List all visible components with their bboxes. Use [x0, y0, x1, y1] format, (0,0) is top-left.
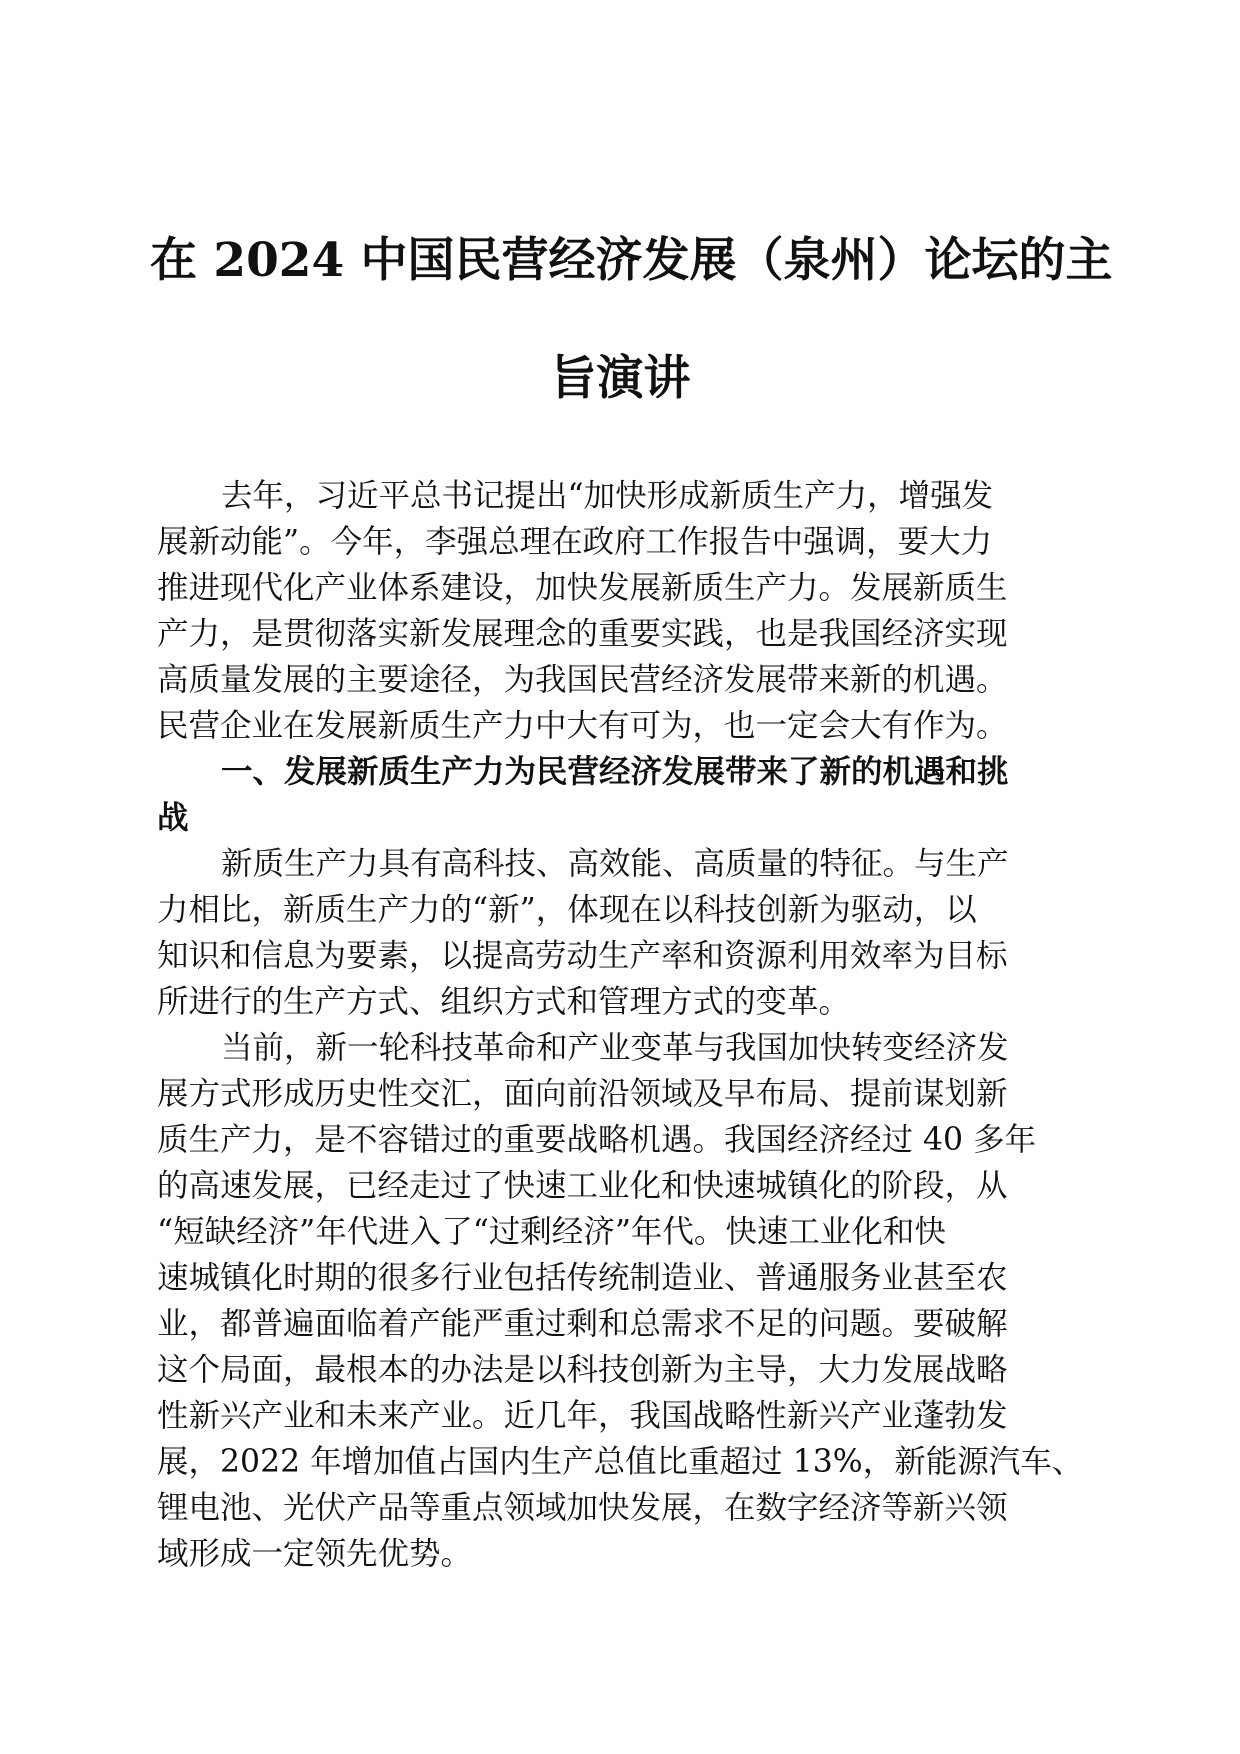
document-title-line-2: 旨演讲 [549, 351, 691, 406]
paragraph-3-line: 业，都普遍面临着产能严重过剩和总需求不足的问题。要破解 [157, 1306, 1008, 1342]
paragraph-3-line: 速城镇化时期的很多行业包括传统制造业、普通服务业甚至农 [157, 1260, 1008, 1296]
paragraph-3-line: 展方式形成历史性交汇，面向前沿领域及早布局、提前谋划新 [157, 1076, 1008, 1112]
paragraph-1-line: 去年，习近平总书记提出“加快形成新质生产力，增强发 [221, 478, 994, 514]
paragraph-3-line: 锂电池、光伏产品等重点领域加快发展，在数字经济等新兴领 [157, 1490, 1008, 1526]
paragraph-3-line: 性新兴产业和未来产业。近几年，我国战略性新兴产业蓬勃发 [157, 1398, 1008, 1434]
paragraph-3-line: “短缺经济”年代进入了“过剩经济”年代。快速工业化和快 [157, 1214, 946, 1250]
section-heading-line: 一、发展新质生产力为民营经济发展带来了新的机遇和挑 [221, 754, 1009, 790]
paragraph-1-line: 推进现代化产业体系建设，加快发展新质生产力。发展新质生 [157, 570, 1008, 606]
paragraph-3-line: 域形成一定领先优势。 [157, 1536, 473, 1572]
paragraph-3-line: 这个局面，最根本的办法是以科技创新为主导，大力发展战略 [157, 1352, 1008, 1388]
paragraph-3-line: 展，2022 年增加值占国内生产总值比重超过 13%，新能源汽车、 [157, 1444, 1084, 1480]
paragraph-2-line: 力相比，新质生产力的“新”，体现在以科技创新为驱动，以 [157, 892, 977, 928]
paragraph-2-line: 新质生产力具有高科技、高效能、高质量的特征。与生产 [221, 846, 1009, 882]
paragraph-1-line: 高质量发展的主要途径，为我国民营经济发展带来新的机遇。 [157, 662, 1008, 698]
paragraph-1-line: 民营企业在发展新质生产力中大有可为，也一定会大有作为。 [157, 708, 1008, 744]
section-heading-line: 战 [157, 800, 189, 836]
paragraph-3-line: 的高速发展，已经走过了快速工业化和快速城镇化的阶段，从 [157, 1168, 1008, 1204]
paragraph-3-line: 质生产力，是不容错过的重要战略机遇。我国经济经过 40 多年 [157, 1122, 1037, 1158]
paragraph-2-line: 所进行的生产方式、组织方式和管理方式的变革。 [157, 984, 851, 1020]
paragraph-1-line: 产力，是贯彻落实新发展理念的重要实践，也是我国经济实现 [157, 616, 1008, 652]
document-title-line-1: 在 2024 中国民营经济发展（泉州）论坛的主 [150, 233, 1113, 288]
paragraph-1-line: 展新动能”。今年，李强总理在政府工作报告中强调，要大力 [157, 524, 993, 560]
paragraph-3-line: 当前，新一轮科技革命和产业变革与我国加快转变经济发 [221, 1030, 1009, 1066]
paragraph-2-line: 知识和信息为要素，以提高劳动生产率和资源利用效率为目标 [157, 938, 1008, 974]
